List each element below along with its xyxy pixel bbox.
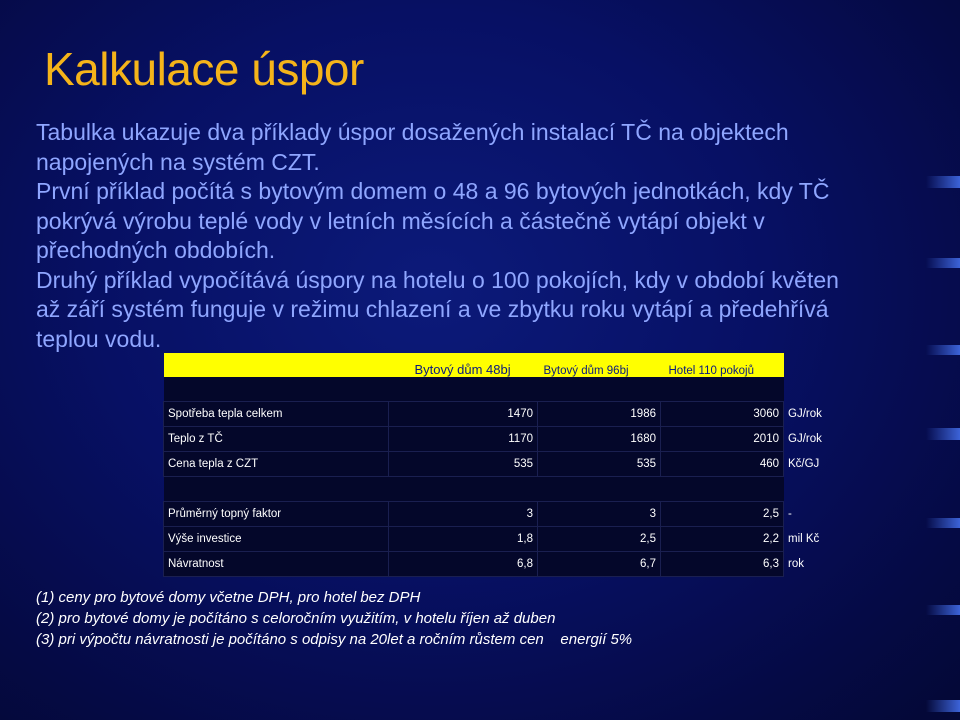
table-cell: 6,8 [389, 552, 538, 577]
unit-cell: GJ/rok [788, 433, 822, 445]
table-cell: 1,8 [389, 527, 538, 552]
header-cell: Hotel 110 pokojů [661, 353, 784, 377]
table-cell: 3 [538, 502, 661, 527]
unit-cell: rok [788, 558, 804, 570]
footnotes [36, 587, 632, 650]
unit-cell: mil Kč [788, 533, 820, 545]
intro-line: napojených na systém CZT. [36, 148, 320, 175]
table-spacer [164, 477, 838, 502]
row-label: Teplo z TČ [164, 427, 389, 452]
table-cell: 1470 [389, 402, 538, 427]
decor-stripe-6 [926, 605, 960, 615]
decor-stripe-5 [926, 518, 960, 528]
table-row [164, 452, 838, 477]
intro-line: pokrývá výrobu teplé vody v letních měsících a částečně vytápí objekt v [36, 207, 765, 234]
header-cell [164, 353, 389, 377]
decor-stripe-1 [926, 176, 960, 188]
header-cell: Bytový dům 96bj [538, 353, 661, 377]
footnote: (3) pri výpočtu návratnosti je počítáno s odpisy na 20let a ročním růstem cen energií 5% [36, 631, 633, 648]
table-cell: 6,7 [538, 552, 661, 577]
footnote: (2) pro bytové domy je počítáno s celoročním využitím, v hotelu říjen až duben [36, 610, 556, 627]
decor-stripe-4 [926, 428, 960, 440]
row-label: Návratnost [164, 552, 389, 577]
intro-line: Druhý příklad vypočítává úspory na hotelu o 100 pokojích, kdy v období květen [36, 266, 839, 293]
intro-line: přechodných obdobích. [36, 237, 276, 263]
table-row [164, 527, 838, 552]
unit-cell: Kč/GJ [788, 458, 820, 470]
table-row [164, 427, 838, 452]
header-cell [784, 353, 838, 377]
row-label: Spotřeba tepla celkem [164, 402, 389, 427]
intro-line: až září systém funguje v režimu chlazení a ve zbytku roku vytápí a předehřívá [36, 296, 829, 322]
table-cell: 460 [661, 452, 784, 477]
slide-title: Kalkulace úspor [44, 43, 364, 95]
savings-table [163, 353, 838, 577]
table-cell: 1986 [538, 402, 661, 427]
intro-line: První příklad počítá s bytovým domem o 48 a 96 bytových jednotkách, kdy TČ [36, 178, 830, 204]
table-row [164, 502, 838, 527]
table-spacer [164, 377, 838, 402]
decor-stripe-2 [926, 258, 960, 268]
table-cell: 3060 [661, 402, 784, 427]
intro-text [36, 118, 906, 354]
unit-cell: GJ/rok [788, 408, 822, 420]
table-cell: 1680 [538, 427, 661, 452]
unit-cell: - [788, 508, 792, 520]
table-cell: 2,5 [661, 502, 784, 527]
table-cell: 535 [389, 452, 538, 477]
table-cell: 2010 [661, 427, 784, 452]
table-header-row [164, 353, 838, 377]
decor-stripe-7 [926, 700, 960, 712]
header-cell: Bytový dům 48bj [389, 353, 538, 377]
table-cell: 6,3 [661, 552, 784, 577]
table-row [164, 552, 838, 577]
table-cell: 3 [389, 502, 538, 527]
table-cell: 1170 [389, 427, 538, 452]
decor-stripe-3 [926, 345, 960, 355]
row-label: Výše investice [164, 527, 389, 552]
table-cell: 2,5 [538, 527, 661, 552]
table-cell: 2,2 [661, 527, 784, 552]
intro-line: Tabulka ukazuje dva příklady úspor dosažených instalací TČ na objektech [36, 119, 789, 145]
intro-line: teplou vodu. [36, 325, 162, 352]
footnote: (1) ceny pro bytové domy včetne DPH, pro hotel bez DPH [36, 589, 421, 606]
table-row [164, 402, 838, 427]
row-label: Průměrný topný faktor [164, 502, 389, 527]
table-cell: 535 [538, 452, 661, 477]
row-label: Cena tepla z CZT [164, 452, 389, 477]
